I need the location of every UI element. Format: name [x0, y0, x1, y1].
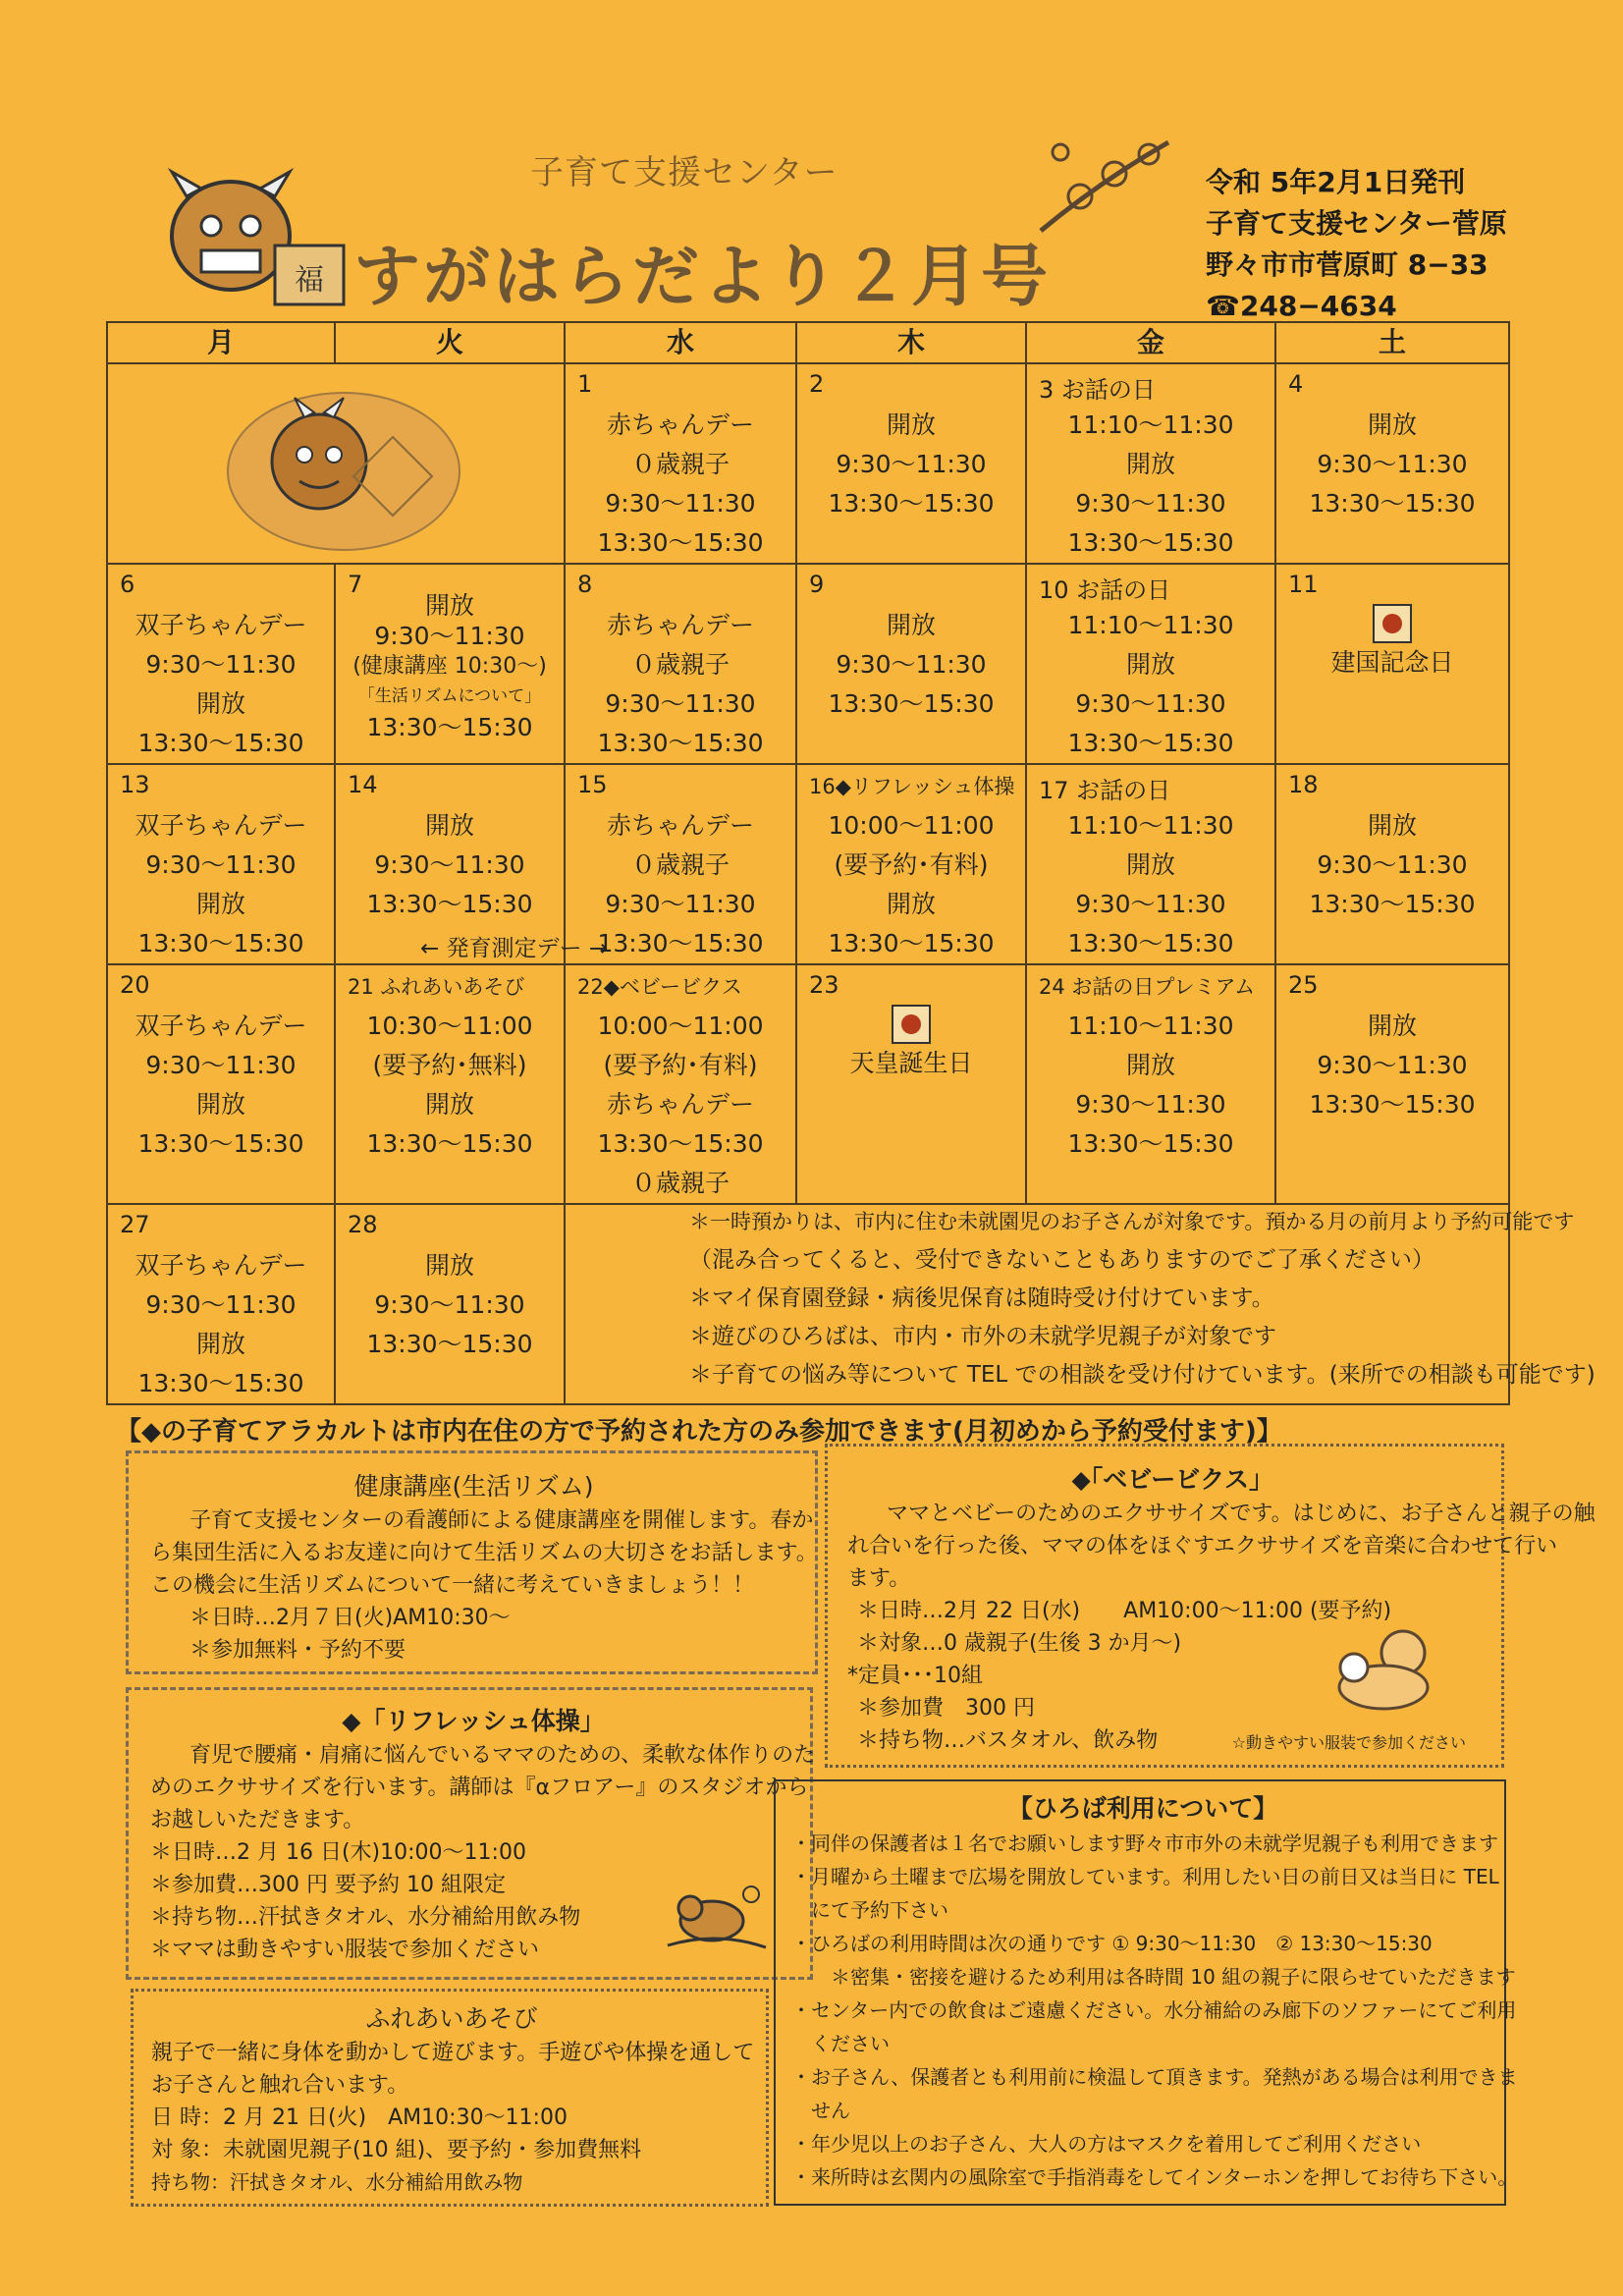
cell-line: 11:10〜11:30 — [1067, 1011, 1234, 1040]
newsletter-title: すがはらだより２月号 — [353, 239, 1052, 316]
day-number: 3 お話の日 — [1039, 376, 1156, 404]
cell-line: 11:10〜11:30 — [1067, 410, 1234, 439]
cell-line: 開放 — [1125, 1051, 1175, 1079]
usage-line: ・お子さん、保護者とも利用前に検温して頂きます。発熱がある場合は利用できま — [791, 2065, 1518, 2089]
usage-line: ・来所時は玄関内の風除室で手指消毒をしてインターホンを押してお待ち下さい。 — [791, 2165, 1518, 2189]
calendar-cell-day — [797, 565, 1027, 765]
cell-line: ０歳親子 — [630, 650, 730, 679]
cell-line: 13:30〜15:30 — [366, 890, 533, 918]
day-number: 2 — [809, 370, 825, 398]
day-number: 16◆リフレッシュ体操 — [809, 775, 1015, 798]
calendar-cell-day — [797, 765, 1027, 965]
plum-branch-illustration — [1031, 123, 1178, 241]
item-line: 日 時：2 月 21 日(火) AM10:30〜11:00 — [151, 2105, 568, 2130]
body-line: れ合いを行った後、ママの体をほぐすエクササイズを音楽に合わせて行い — [847, 1534, 1558, 1558]
cell-line: 双子ちゃんデー — [135, 1011, 307, 1040]
japan-flag-icon — [892, 1005, 931, 1044]
item-line: ＊対象…0 歳親子(生後 3 か月〜) — [857, 1631, 1182, 1656]
calendar-cell-day — [1027, 965, 1276, 1205]
fureai-asobi-box — [131, 1989, 769, 2207]
body-line: この機会に生活リズムについて一緒に考えていきましょう！！ — [150, 1573, 755, 1598]
cell-line: 開放 — [886, 611, 936, 639]
oni-character-illustration — [226, 378, 461, 555]
item-line: ＊持ち物…バスタオル、飲み物 — [857, 1728, 1159, 1753]
babyvics-title: ◆｢ベビービクス｣ — [1071, 1465, 1262, 1494]
growth-measurement-event-arrow: ← 発育測定デー → — [420, 936, 609, 961]
hiroba-usage-box — [774, 1779, 1518, 2206]
body-line: お子さんと触れ合います。 — [151, 2073, 409, 2098]
refresh-exercise-title: ◆「リフレッシュ体操」 — [342, 1707, 605, 1735]
calendar-cell-day — [336, 965, 566, 1205]
item-line: ＊ママは動きやすい服装で参加ください — [150, 1938, 540, 1962]
calendar-cell-holiday — [1276, 565, 1508, 765]
item-line: ＊日時…2月 22 日(水) AM10:00〜11:00 (要予約) — [857, 1599, 1392, 1623]
usage-line: ・年少児以上のお子さん、大人の方はマスクを着用してご利用ください — [791, 2132, 1422, 2156]
cell-line: 開放 — [195, 689, 245, 718]
cell-line: 9:30〜11:30 — [605, 489, 756, 518]
day-number: 11 — [1288, 571, 1319, 598]
item-line: 持ち物：汗拭きタオル、水分補給用飲み物 — [151, 2170, 523, 2194]
cell-line: 13:30〜15:30 — [828, 929, 995, 957]
usage-line: せん — [791, 2099, 850, 2122]
mother-and-baby-bear-illustration — [1315, 1623, 1442, 1712]
weekday-fri: 金 — [1027, 323, 1276, 364]
day-number: 21 ふれあいあそび — [348, 975, 525, 999]
body-line: ママとベビーのためのエクササイズです。はじめに、お子さんと親子の触 — [887, 1502, 1596, 1526]
day-number: 8 — [577, 571, 593, 598]
day-number: 7 — [348, 571, 363, 598]
cell-line: 「生活リズムについて」 — [357, 686, 542, 706]
cell-line: 13:30〜15:30 — [137, 929, 304, 957]
item-line: ＊日時…2 月 16 日(木)10:00〜11:00 — [150, 1840, 526, 1865]
center-name: 子育て支援センター菅原 — [1206, 207, 1507, 240]
cell-line: 開放 — [1367, 410, 1417, 439]
day-number: 9 — [809, 571, 825, 598]
cell-line: 開放 — [1125, 850, 1175, 879]
cell-line: 9:30〜11:30 — [1075, 489, 1226, 518]
item-line: ＊参加費 300 円 — [857, 1696, 1035, 1721]
usage-line: ＊密集・密接を避けるため利用は各時間 10 組の親子に限らせていただきます — [791, 1965, 1516, 1989]
calendar-cell-illustration — [108, 364, 566, 565]
cell-line: 13:30〜15:30 — [828, 689, 995, 718]
calendar-cell-day — [1027, 565, 1276, 765]
calendar-cell-day — [108, 765, 336, 965]
cell-line: 9:30〜11:30 — [1317, 850, 1468, 879]
oni-mask-illustration — [157, 167, 353, 324]
cell-line: (要予約･有料) — [834, 850, 989, 879]
body-line: ら集団生活に入るお友達に向けて生活リズムの大切さをお話します。 — [150, 1541, 818, 1565]
babyvics-footnote: ☆動きやすい服装で参加ください — [1231, 1733, 1466, 1752]
cell-line: (要予約･無料) — [372, 1051, 527, 1079]
usage-line: ・同伴の保護者は１名でお願いします野々市市外の未就学児親子も利用できます — [791, 1831, 1498, 1855]
weekday-sat: 土 — [1276, 323, 1508, 364]
cell-line: 赤ちゃんデー — [606, 410, 754, 439]
calendar-cell-day — [797, 364, 1027, 565]
cell-line: 9:30〜11:30 — [145, 650, 297, 679]
cell-line: ０歳親子 — [630, 850, 730, 879]
cell-line: 13:30〜15:30 — [1067, 729, 1234, 757]
cell-line: 開放 — [1125, 450, 1175, 478]
weekday-thu: 木 — [797, 323, 1027, 364]
cell-line: 13:30〜15:30 — [1309, 1090, 1476, 1119]
item-line: *定員･･･10組 — [847, 1664, 983, 1688]
weekday-wed: 水 — [566, 323, 797, 364]
fuku-box-label: 福 — [295, 263, 324, 298]
cell-line: 13:30〜15:30 — [597, 1129, 764, 1158]
cell-line: (要予約･有料) — [603, 1051, 758, 1079]
cell-line: 10:30〜11:00 — [366, 1011, 533, 1040]
cell-line: 11:10〜11:30 — [1067, 811, 1234, 840]
issue-info — [1206, 162, 1507, 327]
day-number: 14 — [348, 771, 378, 798]
day-number: 15 — [577, 771, 608, 798]
body-line: ます。 — [847, 1566, 911, 1591]
usage-line: ・ひろばの利用時間は次の通りです ① 9:30〜11:30 ② 13:30〜15:30 — [791, 1932, 1433, 1955]
cell-line: 13:30〜15:30 — [1309, 890, 1476, 918]
cell-line: 10:00〜11:00 — [828, 811, 995, 840]
day-number: 24 お話の日プレミアム — [1039, 975, 1256, 999]
body-line: お越しいただきます。 — [150, 1808, 365, 1832]
day-number: 13 — [120, 771, 150, 798]
cell-line: 開放 — [886, 890, 936, 918]
cell-line: 13:30〜15:30 — [597, 528, 764, 557]
bird-illustration — [663, 1877, 771, 1955]
day-number: 23 — [809, 971, 839, 999]
cell-line: 赤ちゃんデー — [606, 611, 754, 639]
calendar-cell-day — [1027, 364, 1276, 565]
calendar-cell-day — [566, 565, 797, 765]
day-number: 22◆ベビービクス — [577, 975, 742, 999]
reservation-banner: 【◆の子育てアラカルトは市内在住の方で予約された方のみ参加できます(月初めから予約受付ます)】 — [116, 1417, 1282, 1447]
cell-line: 13:30〜15:30 — [366, 1129, 533, 1158]
calendar-cell-day — [336, 1205, 566, 1403]
cell-line: 赤ちゃんデー — [606, 811, 754, 840]
cell-line: 双子ちゃんデー — [135, 811, 307, 840]
cell-line: 開放 — [195, 1090, 245, 1119]
cell-line: 9:30〜11:30 — [1075, 1090, 1226, 1119]
cell-line: 13:30〜15:30 — [1309, 489, 1476, 518]
cell-line: 双子ちゃんデー — [135, 611, 307, 639]
cell-line: 13:30〜15:30 — [137, 1129, 304, 1158]
cell-line: 開放 — [424, 811, 474, 840]
health-lecture-box — [126, 1450, 818, 1674]
cell-line: 開放 — [424, 1251, 474, 1280]
calendar-cell-day — [1276, 364, 1508, 565]
cell-line: 13:30〜15:30 — [366, 713, 533, 741]
day-number: 17 お話の日 — [1039, 777, 1171, 804]
calendar-cell-day — [1027, 765, 1276, 965]
cell-line: 13:30〜15:30 — [366, 1330, 533, 1358]
usage-line: ・センター内での飲食はご遠慮ください。水分補給のみ廊下のソファーにてご利用 — [791, 1998, 1517, 2022]
usage-line: にて予約下さい — [791, 1898, 948, 1922]
holiday-name: 天皇誕生日 — [849, 1049, 973, 1077]
item-line: ＊参加費…300 円 要予約 10 組限定 — [150, 1873, 506, 1897]
cell-line: 9:30〜11:30 — [1075, 890, 1226, 918]
cell-line: 開放 — [195, 890, 245, 918]
item-line: ＊日時…2月７日(火)AM10:30〜 — [189, 1606, 511, 1630]
cell-line: 9:30〜11:30 — [1317, 450, 1468, 478]
cell-line: 9:30〜11:30 — [374, 622, 525, 650]
calendar-cell-day — [566, 965, 797, 1205]
day-number: 6 — [120, 571, 135, 598]
usage-line: ください — [791, 2032, 890, 2055]
cell-line: 9:30〜11:30 — [1317, 1051, 1468, 1079]
usage-line: ・月曜から土曜まで広場を開放しています。利用したい日の前日又は当日に TEL — [791, 1865, 1499, 1888]
day-number: 18 — [1288, 771, 1319, 798]
cell-line: 11:10〜11:30 — [1067, 611, 1234, 639]
cell-line: 開放 — [886, 410, 936, 439]
cell-line: 開放 — [1125, 650, 1175, 679]
day-number: 25 — [1288, 971, 1319, 999]
japan-flag-icon — [1373, 604, 1412, 643]
health-lecture-title: 健康講座(生活リズム) — [353, 1472, 594, 1501]
cell-line: 9:30〜11:30 — [374, 1290, 525, 1319]
cell-line: 9:30〜11:30 — [836, 450, 987, 478]
note-line: ＊遊びのひろばは、市内・市外の未就学児親子が対象です — [689, 1324, 1276, 1349]
cell-line: 開放 — [424, 591, 474, 620]
refresh-exercise-box — [126, 1687, 816, 1980]
note-line: ＊マイ保育園登録・病後児保育は随時受け付けています。 — [689, 1285, 1274, 1311]
hiroba-usage-title: 【ひろば利用について】 — [1007, 1794, 1278, 1823]
item-line: ＊持ち物…汗拭きタオル、水分補給用飲み物 — [150, 1905, 581, 1930]
cell-line: (健康講座 10:30〜) — [352, 654, 547, 679]
cell-line: 開放 — [1367, 811, 1417, 840]
cell-line: 赤ちゃんデー — [606, 1090, 754, 1119]
cell-line: 9:30〜11:30 — [145, 1051, 297, 1079]
day-number: 28 — [348, 1211, 378, 1238]
item-line: ＊参加無料・予約不要 — [189, 1638, 406, 1663]
body-line: めのエクササイズを行います。講師は『αフロアー』のスタジオから — [150, 1776, 809, 1800]
cell-line: 9:30〜11:30 — [145, 1290, 297, 1319]
cell-line: ０歳親子 — [630, 1169, 730, 1197]
cell-line: 9:30〜11:30 — [605, 890, 756, 918]
note-line: （混み合ってくると、受付できないこともありますのでご了承ください） — [689, 1247, 1434, 1273]
center-phone: ☎248−4634 — [1206, 290, 1397, 322]
cell-line: 9:30〜11:30 — [145, 850, 297, 879]
calendar-cell-day — [1276, 965, 1508, 1205]
calendar-cell-day — [566, 364, 797, 565]
cell-line: 13:30〜15:30 — [1067, 528, 1234, 557]
center-address: 野々市市菅原町 8−33 — [1206, 248, 1488, 281]
note-line: ＊一時預かりは、市内に住む未就園児のお子さんが対象です。預かる月の前月より予約可能です — [689, 1210, 1575, 1233]
body-line: 子育て支援センターの看護師による健康講座を開催します。春か — [189, 1508, 814, 1533]
body-line: 親子で一緒に身体を動かして遊びます。手遊びや体操を通して — [151, 2041, 755, 2065]
cell-line: 13:30〜15:30 — [137, 1369, 304, 1397]
cell-line: 開放 — [195, 1330, 245, 1358]
cell-line: 9:30〜11:30 — [374, 850, 525, 879]
calendar-cell-day — [108, 1205, 336, 1403]
calendar-cell-holiday — [797, 965, 1027, 1205]
calendar-cell-day — [108, 965, 336, 1205]
note-line: ＊子育ての悩み等について TEL での相談を受け付けています。(来所での相談も可能です) — [689, 1362, 1596, 1388]
item-line: 対 象：未就園児親子(10 組)、要予約・参加費無料 — [151, 2138, 642, 2162]
cell-line: 13:30〜15:30 — [597, 729, 764, 757]
cell-line: 開放 — [1367, 1011, 1417, 1040]
fureai-asobi-title: ふれあいあそび — [365, 2004, 538, 2033]
calendar-cell-day — [336, 565, 566, 765]
cell-line: 9:30〜11:30 — [605, 689, 756, 718]
cell-line: 開放 — [424, 1090, 474, 1119]
cell-line: 13:30〜15:30 — [597, 929, 764, 957]
cell-line: 9:30〜11:30 — [1075, 689, 1226, 718]
weekday-tue: 火 — [336, 323, 566, 364]
calendar-cell-day — [108, 565, 336, 765]
babyvics-box — [825, 1444, 1596, 1768]
cell-line: 13:30〜15:30 — [137, 729, 304, 757]
day-number: 4 — [1288, 370, 1304, 398]
cell-line: 13:30〜15:30 — [828, 489, 995, 518]
cell-line: 13:30〜15:30 — [1067, 1129, 1234, 1158]
cell-line: 双子ちゃんデー — [135, 1251, 307, 1280]
calendar-grid — [106, 321, 1596, 1405]
calendar-notes — [689, 1203, 1596, 1394]
day-number: 1 — [577, 370, 593, 398]
newsletter-subtitle: 子育て支援センター — [530, 153, 839, 192]
body-line: 育児で腰痛・肩痛に悩んでいるママのための、柔軟な体作りのた — [189, 1743, 816, 1768]
day-number: 20 — [120, 971, 150, 999]
weekday-mon: 月 — [108, 323, 336, 364]
day-number: 10 お話の日 — [1039, 576, 1171, 604]
day-number: 27 — [120, 1211, 150, 1238]
holiday-name: 建国記念日 — [1330, 648, 1454, 677]
cell-line: ０歳親子 — [630, 450, 730, 478]
issue-date: 令和 5年2月1日発刊 — [1206, 166, 1466, 198]
cell-line: 10:00〜11:00 — [597, 1011, 764, 1040]
cell-line: 13:30〜15:30 — [1067, 929, 1234, 957]
calendar-cell-day — [1276, 765, 1508, 965]
cell-line: 9:30〜11:30 — [836, 650, 987, 679]
